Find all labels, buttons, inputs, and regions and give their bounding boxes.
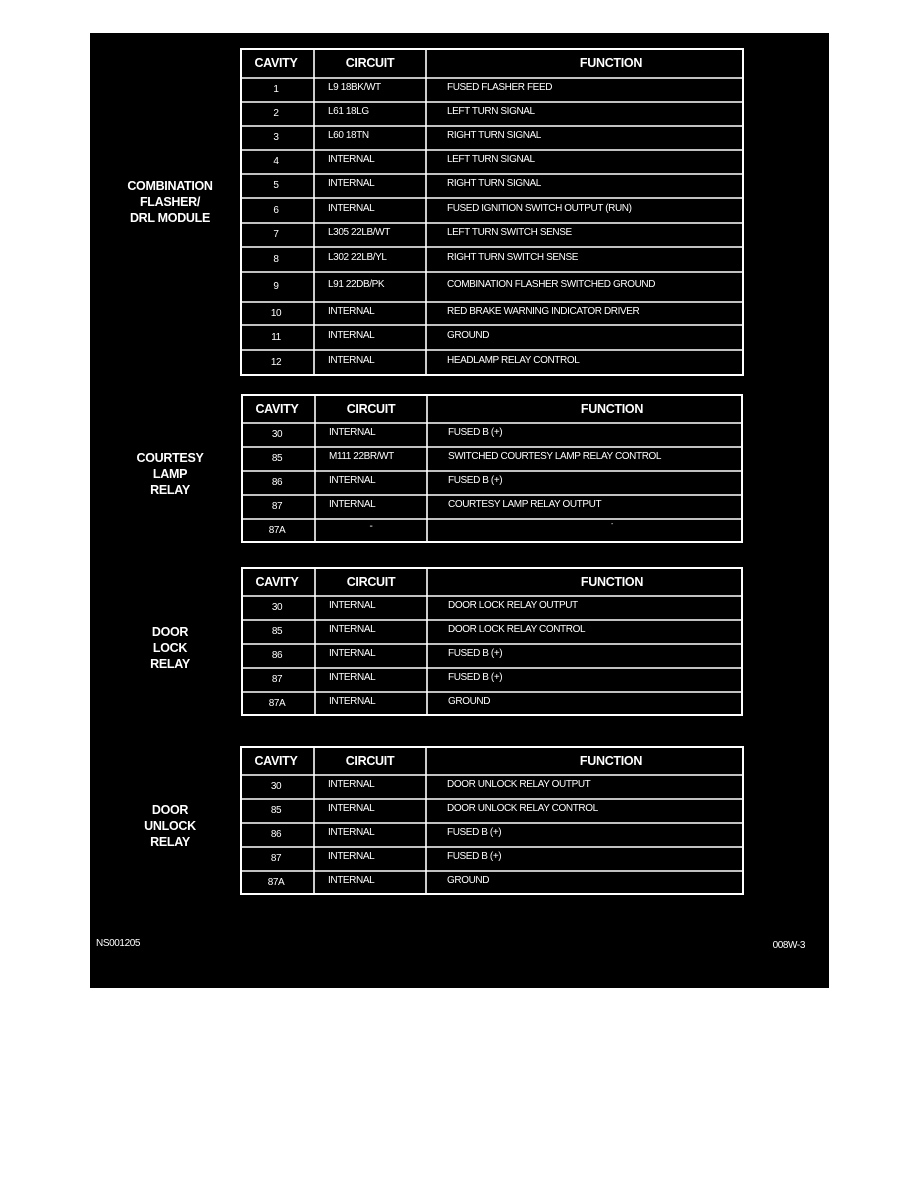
section-label-line: FLASHER/ <box>139 195 201 209</box>
table-grid <box>240 746 745 896</box>
function-cell: HEADLAMP RELAY CONTROL <box>447 354 580 366</box>
table-border <box>241 747 743 894</box>
cavity-cell: 1 <box>273 84 279 95</box>
circuit-cell: L305 22LB/WT <box>328 227 390 238</box>
circuit-cell: L302 22LB/YL <box>328 251 387 263</box>
header-circuit: CIRCUIT <box>346 574 396 589</box>
section-label <box>90 802 250 850</box>
function-cell: FUSED B (+) <box>448 427 503 438</box>
function-cell: COURTESY LAMP RELAY OUTPUT <box>448 499 602 510</box>
cavity-cell: 30 <box>270 781 282 792</box>
cavity-cell: 86 <box>271 650 283 661</box>
function-cell: SWITCHED COURTESY LAMP RELAY CONTROL <box>448 451 662 462</box>
function-cell: FUSED FLASHER FEED <box>447 82 553 93</box>
section-label-line: COURTESY <box>136 451 204 465</box>
function-cell: RIGHT TURN SWITCH SENSE <box>447 251 578 263</box>
circuit-cell: INTERNAL <box>329 600 376 611</box>
pinout-table <box>241 394 742 542</box>
function-cell: FUSED B (+) <box>448 648 503 659</box>
cavity-cell: 4 <box>273 156 279 167</box>
figure-id-right: 008W-3 <box>772 940 805 951</box>
section-label-line: RELAY <box>150 657 190 671</box>
table-grid <box>241 394 744 544</box>
section-label-line: RELAY <box>150 483 190 497</box>
circuit-cell: L9 18BK/WT <box>328 82 381 93</box>
circuit-cell: M111 22BR/WT <box>329 451 394 462</box>
section-label-line: COMBINATION <box>127 179 213 193</box>
cavity-cell: 85 <box>271 453 283 464</box>
circuit-cell: INTERNAL <box>329 427 376 438</box>
figure-id-left: NS001205 <box>96 938 141 949</box>
section-label <box>90 624 250 672</box>
cavity-cell: 30 <box>271 429 283 440</box>
circuit-cell: INTERNAL <box>328 851 375 862</box>
cavity-cell: 7 <box>273 229 279 240</box>
header-function: FUNCTION <box>579 56 643 70</box>
function-cell: DOOR LOCK RELAY CONTROL <box>448 624 586 635</box>
header-cavity: CAVITY <box>255 401 299 416</box>
function-cell: RED BRAKE WARNING INDICATOR DRIVER <box>447 305 640 317</box>
function-cell: RIGHT TURN SIGNAL <box>447 178 541 189</box>
function-cell: FUSED B (+) <box>448 475 503 486</box>
function-cell: GROUND <box>448 695 491 707</box>
function-cell: LEFT TURN SIGNAL <box>447 154 535 165</box>
cavity-cell: 87A <box>268 524 286 536</box>
cavity-cell: 11 <box>271 331 281 343</box>
function-cell: FUSED IGNITION SWITCH OUTPUT (RUN) <box>447 202 632 214</box>
cavity-cell: 85 <box>270 805 282 816</box>
section-label-line: LOCK <box>152 641 188 655</box>
section-label-line: RELAY <box>150 835 190 849</box>
circuit-cell: INTERNAL <box>328 803 375 814</box>
table-border <box>242 568 742 715</box>
pinout-table <box>241 567 742 715</box>
circuit-cell: INTERNAL <box>329 624 376 635</box>
cavity-cell: 87 <box>271 501 283 512</box>
pinout-table <box>240 746 743 894</box>
section-label-line: LAMP <box>152 467 188 481</box>
cavity-cell: 87 <box>271 674 283 685</box>
cavity-cell: 9 <box>273 281 279 292</box>
circuit-cell: INTERNAL <box>329 648 376 659</box>
cavity-cell: 85 <box>271 626 283 637</box>
header-function: FUNCTION <box>579 753 643 768</box>
function-cell: DOOR UNLOCK RELAY OUTPUT <box>447 779 591 790</box>
diagram-panel <box>90 33 829 988</box>
function-cell: - <box>611 520 613 528</box>
cavity-cell: 6 <box>273 204 279 216</box>
function-cell: FUSED B (+) <box>447 827 502 838</box>
circuit-cell: INTERNAL <box>328 178 375 189</box>
cavity-cell: 8 <box>273 253 279 265</box>
function-cell: LEFT TURN SIGNAL <box>447 106 535 117</box>
cavity-cell: 86 <box>271 477 283 488</box>
header-cavity: CAVITY <box>254 753 298 768</box>
cavity-cell: 5 <box>273 180 279 191</box>
circuit-cell: INTERNAL <box>329 499 376 510</box>
circuit-cell: INTERNAL <box>328 354 375 366</box>
function-cell: COMBINATION FLASHER SWITCHED GROUND <box>447 279 656 290</box>
circuit-cell: INTERNAL <box>328 154 375 165</box>
function-cell: GROUND <box>447 329 490 341</box>
header-function: FUNCTION <box>580 574 644 589</box>
cavity-cell: 2 <box>273 108 279 119</box>
header-circuit: CIRCUIT <box>345 753 395 768</box>
header-circuit: CIRCUIT <box>345 56 395 70</box>
circuit-cell: INTERNAL <box>328 329 375 341</box>
circuit-cell: INTERNAL <box>328 779 375 790</box>
header-circuit: CIRCUIT <box>346 401 396 416</box>
section-label <box>90 178 250 226</box>
function-cell: RIGHT TURN SIGNAL <box>447 130 541 141</box>
circuit-cell: INTERNAL <box>328 305 375 317</box>
section-label <box>90 450 250 498</box>
circuit-cell: INTERNAL <box>328 827 375 838</box>
pinout-table <box>240 48 743 375</box>
cavity-cell: 12 <box>270 356 282 368</box>
section-label-line: DOOR <box>151 625 189 639</box>
function-cell: GROUND <box>447 874 490 886</box>
circuit-cell: - <box>369 520 373 532</box>
section-label-line: DOOR <box>151 803 189 817</box>
header-cavity: CAVITY <box>255 574 299 589</box>
function-cell: LEFT TURN SWITCH SENSE <box>447 227 572 238</box>
circuit-cell: INTERNAL <box>329 672 376 683</box>
cavity-cell: 87 <box>270 853 282 864</box>
function-cell: DOOR LOCK RELAY OUTPUT <box>448 600 578 611</box>
cavity-cell: 86 <box>270 829 282 840</box>
circuit-cell: L61 18LG <box>328 106 369 117</box>
cavity-cell: 87A <box>267 876 285 888</box>
header-cavity: CAVITY <box>254 56 298 70</box>
circuit-cell: INTERNAL <box>328 202 375 214</box>
table-border <box>242 395 742 542</box>
cavity-cell: 87A <box>268 697 286 709</box>
section-label-line: DRL MODULE <box>129 211 211 225</box>
function-cell: FUSED B (+) <box>447 851 502 862</box>
circuit-cell: INTERNAL <box>328 874 375 886</box>
table-grid <box>241 567 744 717</box>
cavity-cell: 10 <box>270 307 282 319</box>
cavity-cell: 30 <box>271 602 283 613</box>
circuit-cell: L91 22DB/PK <box>328 279 385 290</box>
circuit-cell: INTERNAL <box>329 475 376 486</box>
function-cell: FUSED B (+) <box>448 672 503 683</box>
cavity-cell: 3 <box>273 132 279 143</box>
circuit-cell: L60 18TN <box>328 130 369 141</box>
circuit-cell: INTERNAL <box>329 695 376 707</box>
header-function: FUNCTION <box>580 401 644 416</box>
function-cell: DOOR UNLOCK RELAY CONTROL <box>447 803 598 814</box>
section-label-line: UNLOCK <box>144 819 196 833</box>
